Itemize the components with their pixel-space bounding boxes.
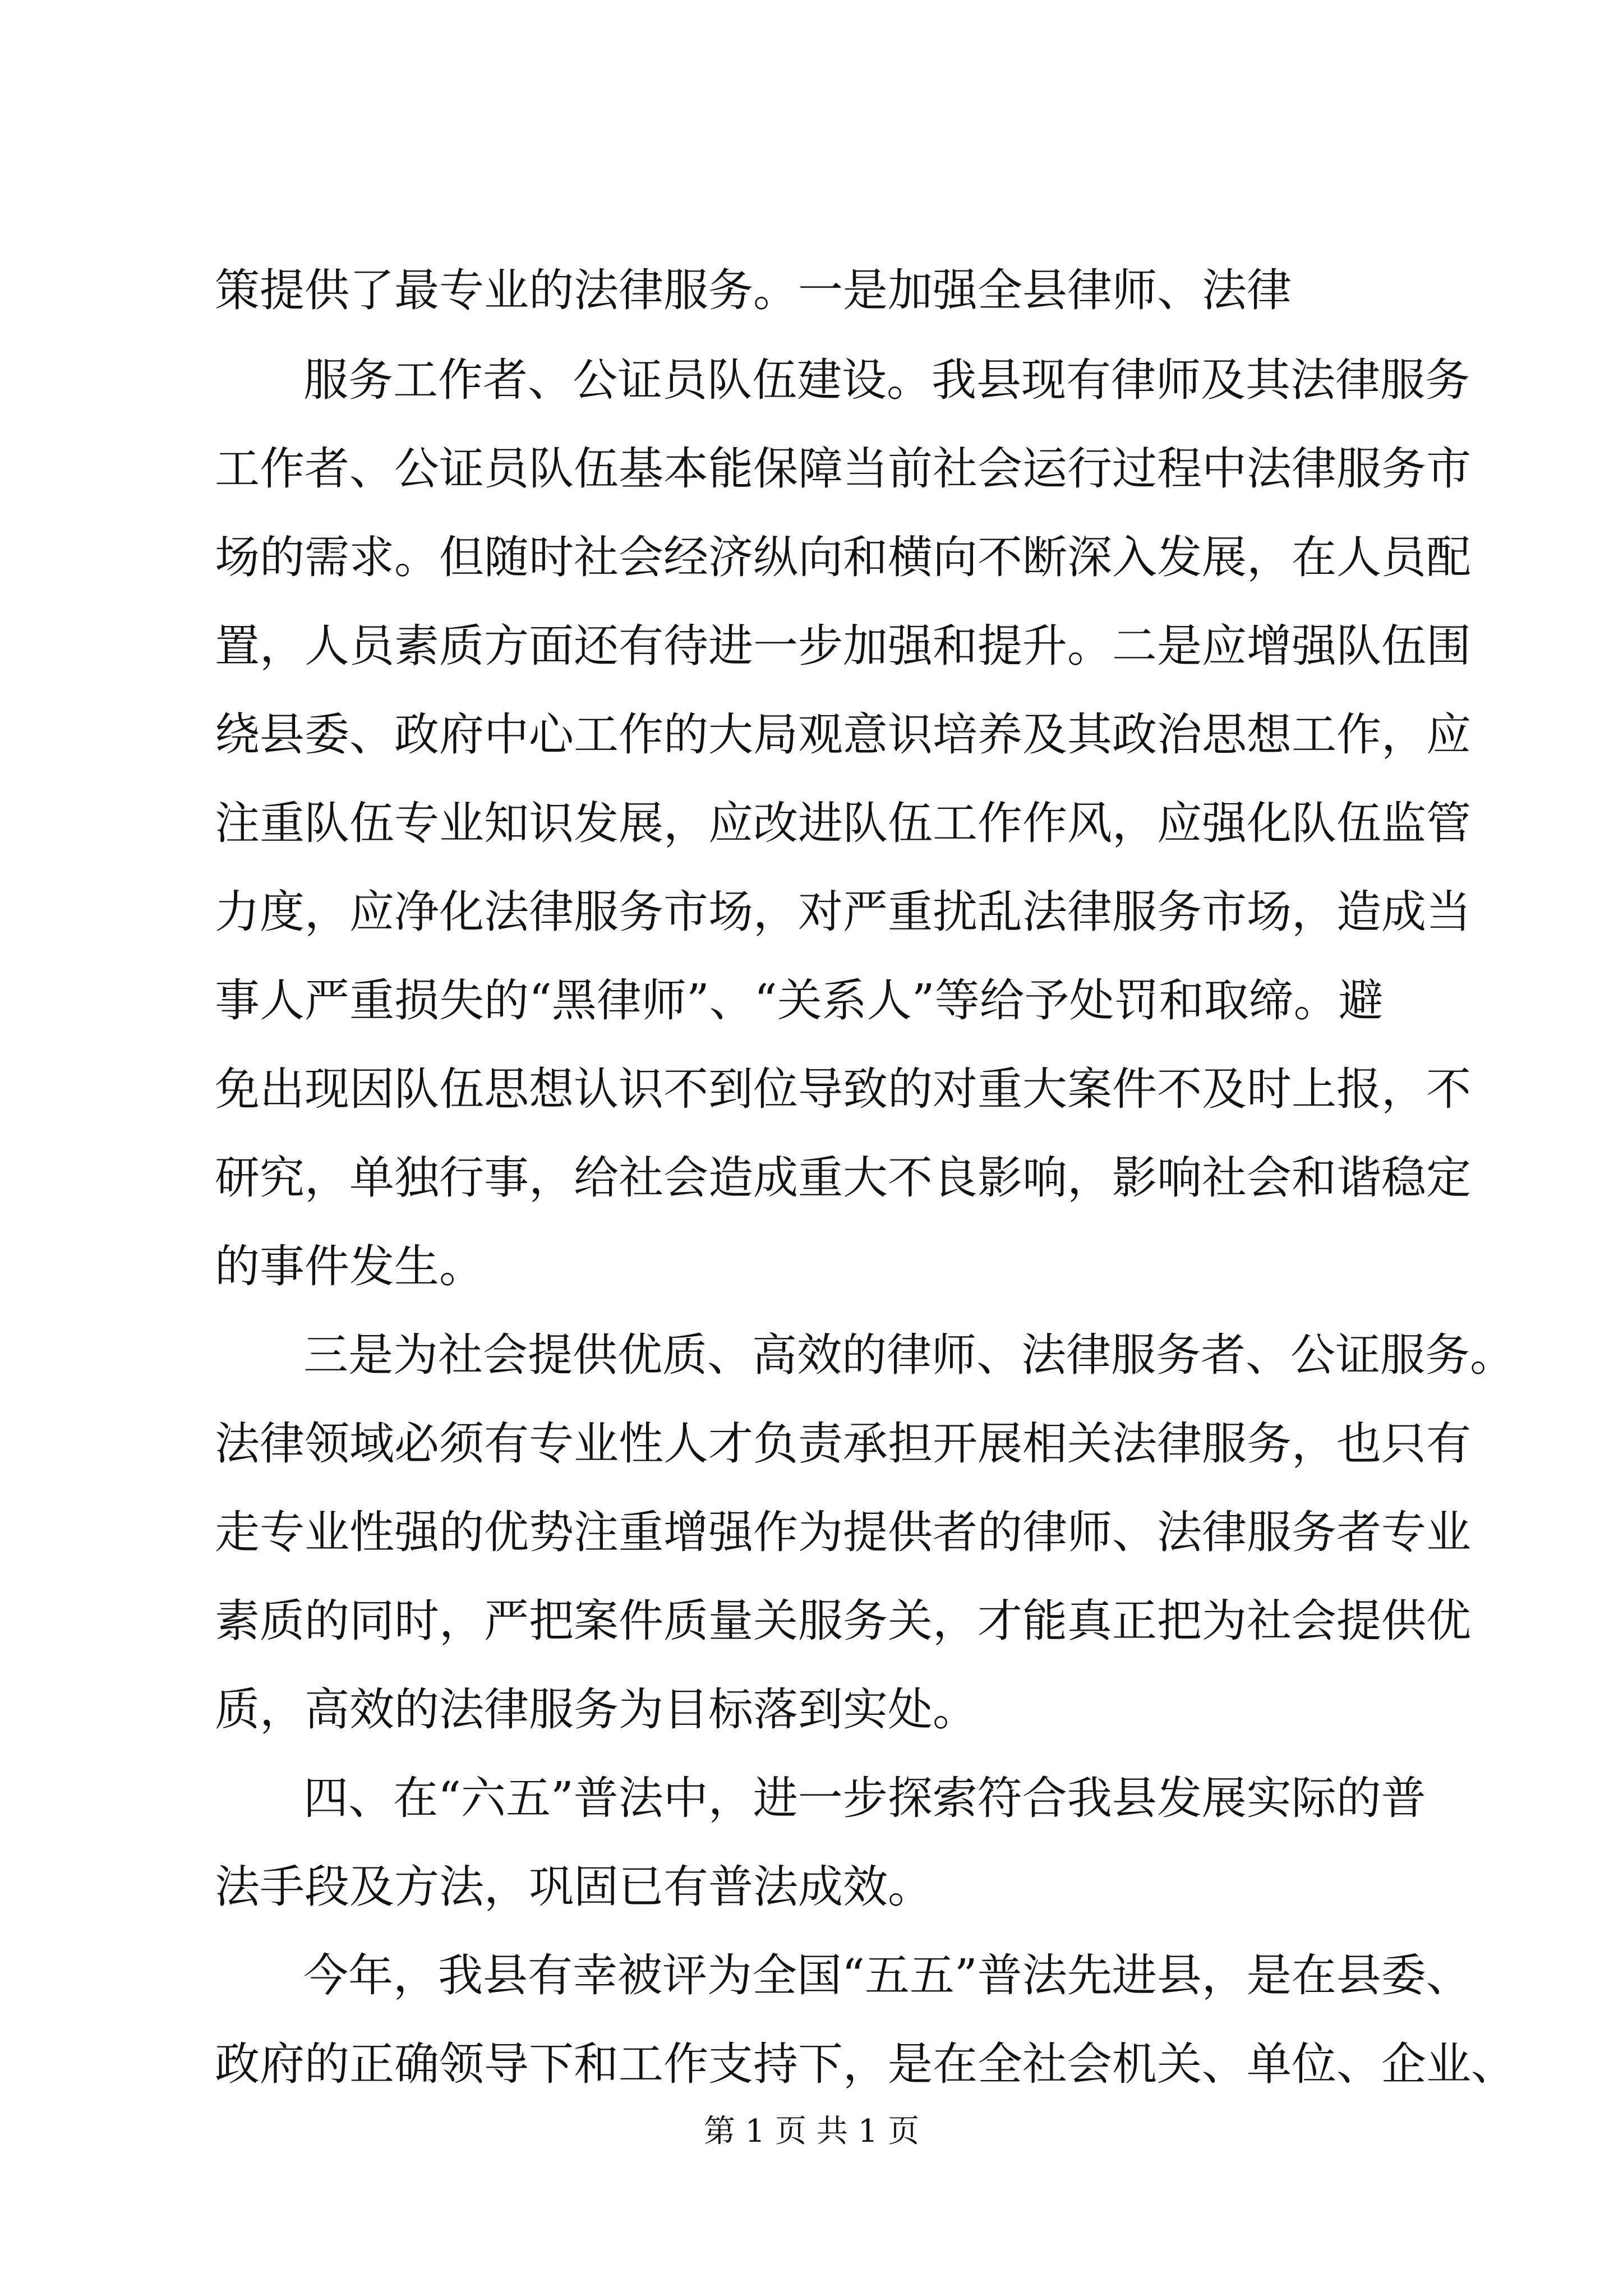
text-line: 置，人员素质方面还有待进一步加强和提升。二是应增强队伍围 <box>215 620 1471 672</box>
text-line: 事人严重损失的“黑律师”、“关系人”等给予处罚和取缔。避 <box>215 974 1384 1027</box>
text-line: 场的需求。但随时社会经济纵向和横向不断深入发展，在人员配 <box>215 531 1471 583</box>
text-line: 注重队伍专业知识发展，应改进队伍工作作风，应强化队伍监管 <box>215 797 1471 849</box>
text-line: 绕县委、政府中心工作的大局观意识培养及其政治思想工作，应 <box>215 708 1471 761</box>
text-line: 素质的同时，严把案件质量关服务关，才能真正把为社会提供优 <box>215 1595 1471 1647</box>
text-line: 今年，我县有幸被评为全国“五五”普法先进县，是在县委、 <box>303 1949 1471 2001</box>
text-line: 策提供了最专业的法律服务。一是加强全县律师、法律 <box>215 264 1292 316</box>
text-line: 质，高效的法律服务为目标落到实处。 <box>215 1683 978 1736</box>
text-line: 政府的正确领导下和工作支持下，是在全社会机关、单位、企业、 <box>215 2038 1516 2090</box>
text-line: 三是为社会提供优质、高效的律师、法律服务者、公证服务。 <box>303 1329 1515 1381</box>
page-footer <box>0 2109 1623 2154</box>
page-number: 第 1 页 共 1 页 <box>703 2113 920 2150</box>
text-line: 的事件发生。 <box>215 1240 484 1292</box>
text-line: 力度，应净化法律服务市场，对严重扰乱法律服务市场，造成当 <box>215 886 1471 938</box>
text-line: 研究，单独行事，给社会造成重大不良影响，影响社会和谐稳定 <box>215 1152 1471 1204</box>
text-line: 法律领域必须有专业性人才负责承担开展相关法律服务，也只有 <box>215 1418 1471 1470</box>
text-line: 四、在“六五”普法中，进一步探索符合我县发展实际的普 <box>303 1772 1426 1824</box>
text-line: 免出现因队伍思想认识不到位导致的对重大案件不及时上报，不 <box>215 1063 1471 1115</box>
text-line: 服务工作者、公证员队伍建设。我县现有律师及其法律服务 <box>303 354 1470 406</box>
text-line: 走专业性强的优势注重增强作为提供者的律师、法律服务者专业 <box>215 1506 1471 1558</box>
text-line: 工作者、公证员队伍基本能保障当前社会运行过程中法律服务市 <box>215 443 1471 495</box>
text-line: 法手段及方法，巩固已有普法成效。 <box>215 1861 933 1913</box>
